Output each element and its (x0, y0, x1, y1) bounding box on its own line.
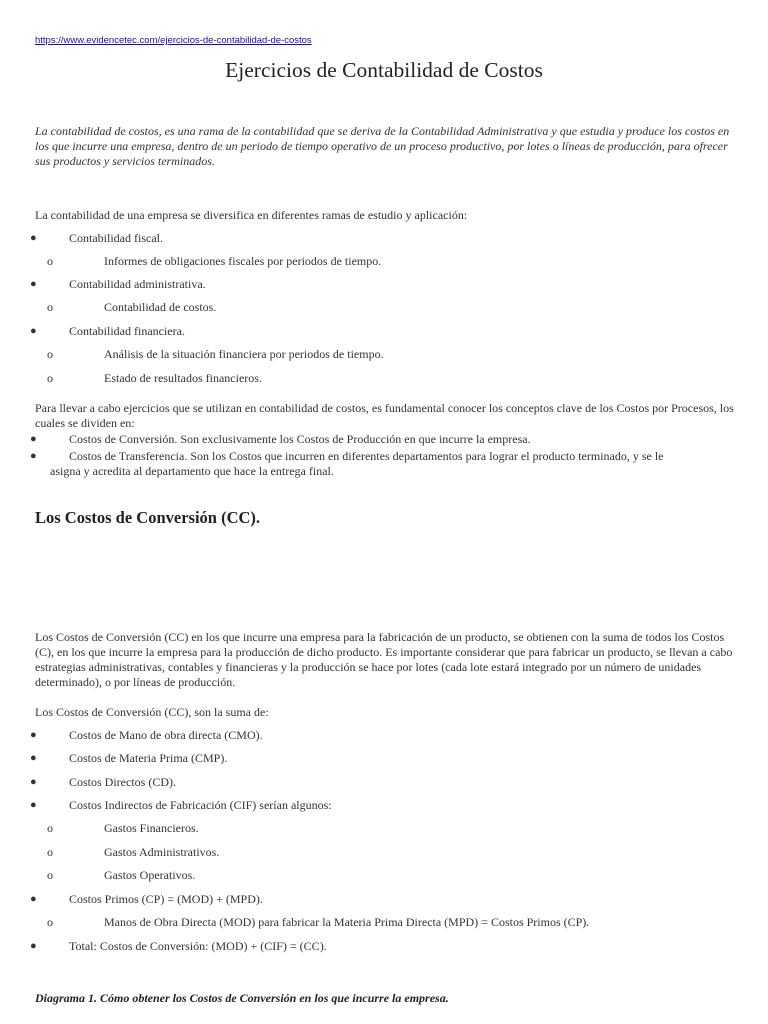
circle-marker: o (47, 868, 53, 882)
list-item-text: Análisis de la situación financiera por periodos de tiempo. (104, 347, 384, 361)
list-item-text-continued: asigna y acredita al departamento que hace la entrega final. (50, 464, 334, 478)
list-item-text: Costos Directos (CD). (69, 775, 176, 789)
list-item-text: Contabilidad administrativa. (69, 277, 206, 291)
circle-marker: o (47, 300, 53, 314)
circle-marker: o (47, 915, 53, 929)
list-item-text: Costos de Mano de obra directa (CMO). (69, 728, 263, 742)
bullet-marker: ● (30, 752, 37, 764)
list-item-text: Gastos Financieros. (104, 821, 199, 835)
section3-lead: Los Costos de Conversión (CC), son la suma de: (35, 705, 269, 719)
list-item-text: Manos de Obra Directa (MOD) para fabricar la Materia Prima Directa (MPD) = Costos Primos (CP). (104, 915, 590, 929)
bullet-marker: ● (30, 799, 37, 811)
list-item-text: Contabilidad fiscal. (69, 231, 163, 245)
source-url-link[interactable]: https://www.evidencetec.com/ejercicios-de-contabilidad-de-costos (35, 35, 312, 46)
list-item-text: Gastos Operativos. (104, 868, 196, 882)
section-heading: Los Costos de Conversión (CC). (35, 508, 261, 527)
page-title: Ejercicios de Contabilidad de Costos (225, 58, 543, 82)
bullet-marker: ● (30, 940, 37, 952)
list-item-text: Gastos Administrativos. (104, 845, 220, 859)
section2-lead: Para llevar a cabo ejercicios que se utilizan en contabilidad de costos, es fundamental conocer los conceptos clave de los Costos por Procesos, los cuales se dividen en: (35, 401, 734, 430)
bullet-marker: ● (30, 729, 37, 741)
diagram-caption: Diagrama 1. Cómo obtener los Costos de Conversión en los que incurre la empresa. (35, 991, 449, 1005)
section3-paragraph: Los Costos de Conversión (CC) en los que incurre una empresa para la fabricación de un producto, se obtienen con la suma de todos los Costos (C), en los que incurre la empresa para la producción de dicho producto. Es importante considerar que para fabricar un producto, se llevan a cabo estrategias administrativas, contables y financieras y la producción se hace por lotes (cada lote estará integrado por un número de unidades determinado), o por líneas de producción. (35, 630, 733, 689)
circle-marker: o (47, 254, 53, 268)
bullet-marker: ● (30, 325, 37, 337)
bullet-marker: ● (30, 776, 37, 788)
list-item-text: Costos Primos (CP) = (MOD) + (MPD). (69, 892, 263, 906)
bullet-marker: ● (30, 893, 37, 905)
circle-marker: o (47, 821, 53, 835)
bullet-marker: ● (30, 433, 37, 445)
list-item-text: Contabilidad de costos. (104, 300, 217, 314)
list-item-text: Informes de obligaciones fiscales por periodos de tiempo. (104, 254, 382, 268)
bullet-marker: ● (30, 450, 37, 462)
list-item-text: Costos de Conversión. Son exclusivamente los Costos de Producción en que incurre la empresa. (69, 432, 531, 446)
circle-marker: o (47, 347, 53, 361)
list-item-text: Costos de Transferencia. Son los Costos que incurren en diferentes departamentos para lograr el producto terminado, y se le (69, 449, 664, 463)
circle-marker: o (47, 371, 53, 385)
list-item-text: Costos de Materia Prima (CMP). (69, 751, 228, 765)
bullet-marker: ● (30, 232, 37, 244)
list-item-text: Estado de resultados financieros. (104, 371, 262, 385)
list-item-text: Costos Indirectos de Fabricación (CIF) serían algunos: (69, 798, 332, 812)
list-item-text: Contabilidad financiera. (69, 324, 185, 338)
circle-marker: o (47, 845, 53, 859)
intro-paragraph: La contabilidad de costos, es una rama de la contabilidad que se deriva de la Contabilidad Administrativa y que estudia y produce los costos en los que incurre una empresa, dentro de un periodo de tiempo operativo de un proceso productivo, por lotes o líneas de producción, para ofrecer sus productos y servicios terminados. (35, 124, 730, 168)
section1-lead: La contabilidad de una empresa se diversifica en diferentes ramas de estudio y aplicación: (35, 208, 468, 222)
bullet-marker: ● (30, 278, 37, 290)
list-item-text: Total: Costos de Conversión: (MOD) + (CIF) = (CC). (69, 939, 327, 953)
